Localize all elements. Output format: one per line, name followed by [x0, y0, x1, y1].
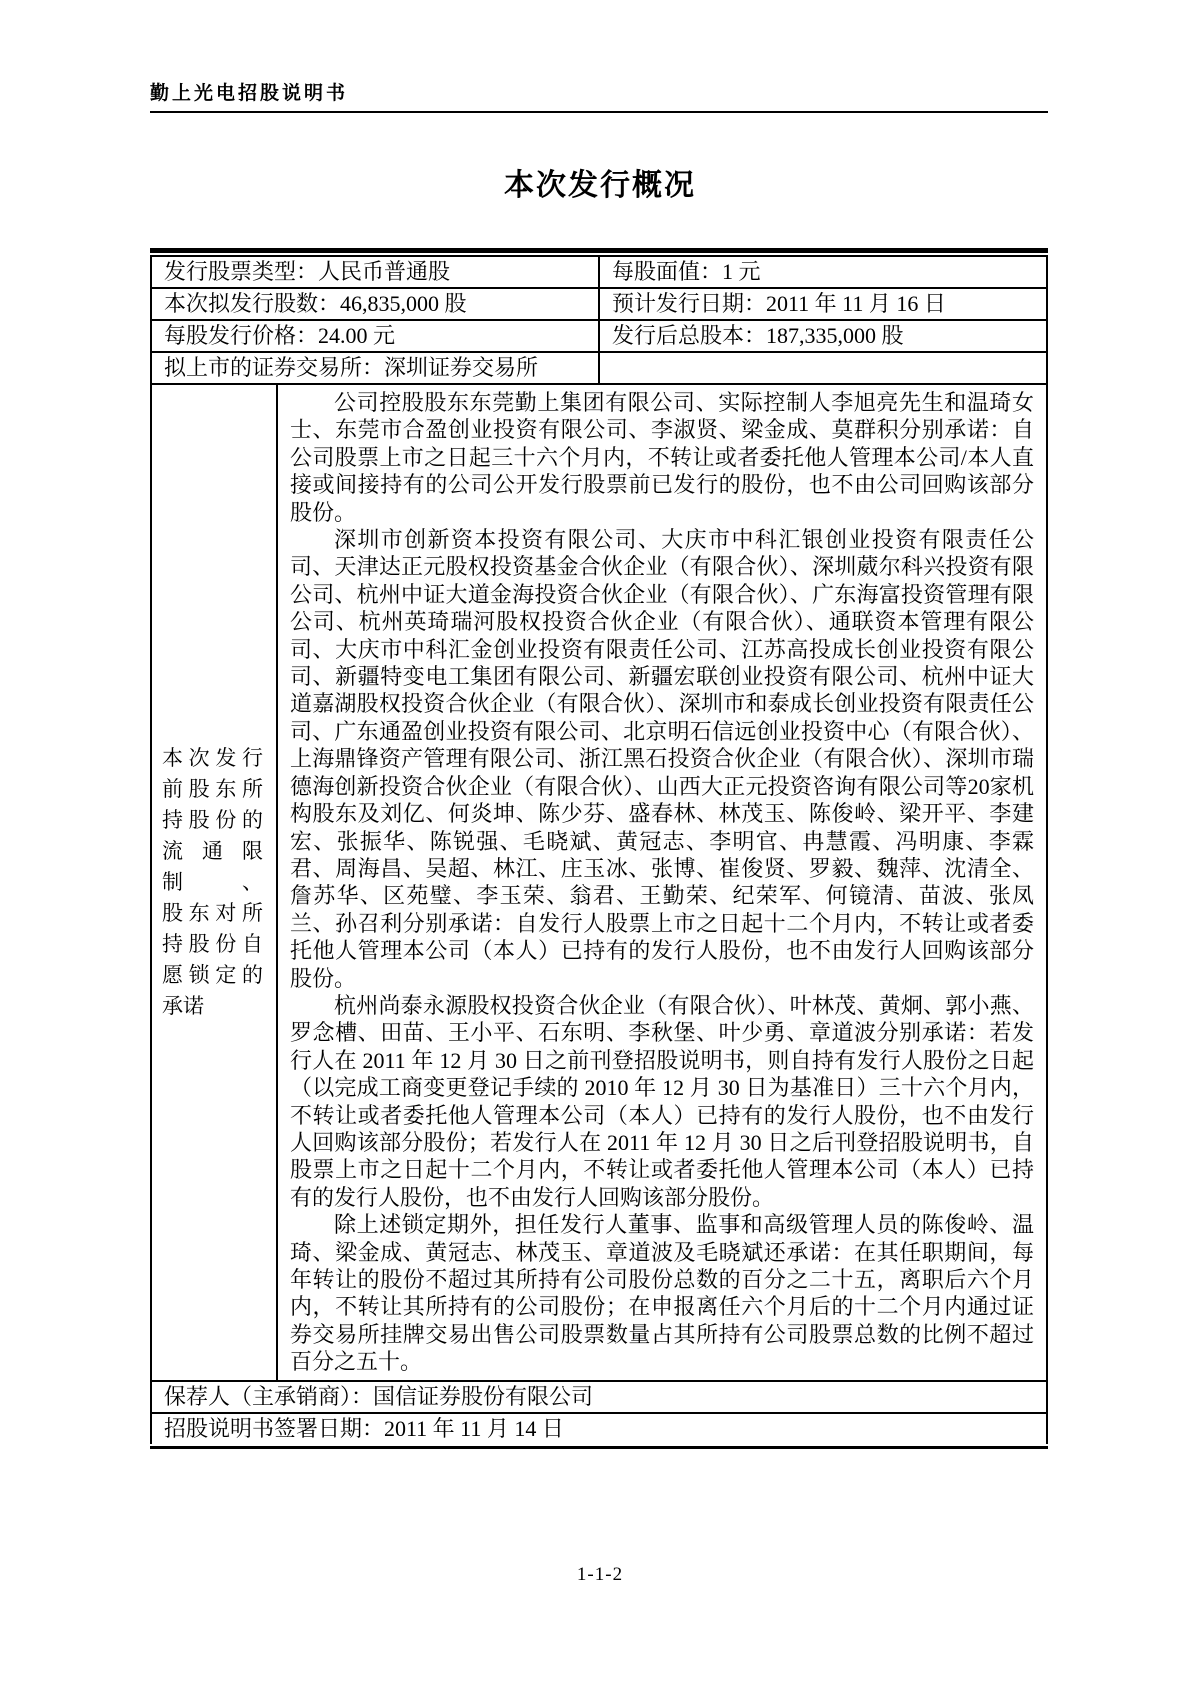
table-row-lockup [152, 385, 1046, 1382]
page-title: 本次发行概况 [504, 169, 696, 202]
table-row-sponsor: 保荐人（主承销商）：国信证券股份有限公司 [152, 1382, 1046, 1414]
table-bottom-thick-rule [150, 1446, 1048, 1449]
lockup-label-line: 愿锁定的 [162, 962, 263, 987]
cell-issue-price: 每股发行价格：24.00 元 [164, 323, 396, 348]
header-rule [150, 111, 1048, 113]
table-row-issue-price [152, 321, 1046, 353]
cell-exchange: 拟上市的证券交易所：深圳证券交易所 [164, 355, 539, 380]
cell-stock-type: 发行股票类型：人民币普通股 [164, 259, 451, 284]
lockup-label [152, 385, 278, 1380]
table-row-share-count [152, 289, 1046, 321]
lockup-label-line: 本次发行 [162, 745, 263, 770]
lockup-label-line: 持股份自 [162, 931, 263, 956]
lockup-label-line: 流通限制、 [162, 838, 263, 894]
page-number: 1-1-2 [576, 1564, 624, 1585]
lockup-commitments [278, 385, 1046, 1380]
table-row-stock-type [152, 257, 1046, 289]
cell-exchange-empty [598, 353, 1046, 383]
table-body [150, 255, 1048, 1444]
lockup-label-line: 股东对所 [162, 900, 263, 925]
lockup-label-line: 承诺 [162, 993, 204, 1018]
table-row-sign-date: 招股说明书签署日期：2011 年 11 月 14 日 [164, 1415, 564, 1441]
cell-total-capital: 发行后总股本：187,335,000 股 [598, 321, 1046, 351]
lockup-paragraph-controlling-shareholders: 公司控股股东东莞勤上集团有限公司、实际控制人李旭亮先生和温琦女士、东莞市合盈创业投资有限公司、李淑贤、梁金成、莫群积分别承诺：自公司股票上市之日起三十六个月内，不转让或者委托他人管理本公司/本人直接或间接持有的公司公开发行股票前已发行的股份，也不由公司回购该部分股份。 [290, 390, 1034, 525]
issue-overview-table [150, 248, 1048, 1449]
cell-share-count: 本次拟发行股数：46,835,000 股 [164, 291, 467, 316]
document-header: 勤上光电招股说明书 [150, 83, 349, 104]
cell-issue-date: 预计发行日期：2011 年 11 月 16 日 [598, 289, 1046, 319]
lockup-label-line: 持股份的 [162, 807, 263, 832]
table-row-exchange [152, 353, 1046, 385]
lockup-paragraph-institutional-shareholders: 深圳市创新资本投资有限公司、大庆市中科汇银创业投资有限责任公司、天津达正元股权投资基金合伙企业（有限合伙）、深圳葳尔科兴投资有限公司、杭州中证大道金海投资合伙企业（有限合伙）、广东海富投资管理有限公司、杭州英琦瑞河股权投资合伙企业（有限合伙）、通联资本管理有限公司、大庆市中科汇金创业投资有限责任公司、江苏高投成长创业投资有限公司、新疆特变电工集团有限公司、新疆宏联创业投资有限公司、杭州中证大道嘉湖股权投资合伙企业（有限合伙）、深圳市和泰成长创业投资有限责任公司、广东通盈创业投资有限公司、北京明石信远创业投资中心（有限合伙）、上海鼎锋资产管理有限公司、浙江黑石投资合伙企业（有限合伙）、深圳市瑞德海创新投资合伙企业（有限合伙）、山西大正元投资咨询有限公司等20家机构股东及刘亿、何炎坤、陈少芬、盛春林、林茂玉、陈俊岭、梁开平、李建宏、张振华、陈锐强、毛晓斌、黄冠志、李明官、冉慧霞、冯明康、李霖君、周海昌、吴超、林江、庄玉冰、张博、崔俊贤、罗毅、魏萍、沈清全、詹苏华、区苑璧、李玉荣、翁君、王勤荣、纪荣军、何镜清、苗波、张凤兰、孙召利分别承诺：自发行人股票上市之日起十二个月内，不转让或者委托他人管理本公司（本人）已持有的发行人股份，也不由发行人回购该部分股份。 [290, 527, 1034, 991]
lockup-label-line: 前股东所 [162, 776, 263, 801]
lockup-paragraph-directors: 除上述锁定期外，担任发行人董事、监事和高级管理人员的陈俊岭、温琦、梁金成、黄冠志、林茂玉、章道波及毛晓斌还承诺：在其任职期间，每年转让的股份不超过其所持有公司股份总数的百分之二十五，离职后六个月内，不转让其所持有的公司股份；在申报离任六个月后的十二个月内通过证券交易所挂牌交易出售公司股票数量占其所持有公司股票总数的比例不超过百分之五十。 [290, 1212, 1034, 1375]
lockup-paragraph-conditional-lockup: 杭州尚泰永源股权投资合伙企业（有限合伙）、叶林茂、黄炯、郭小燕、罗念槽、田苗、王小平、石东明、李秋堡、叶少勇、章道波分别承诺：若发行人在 2011 年 12 月 30 日之前刊登招股说明书，则自持有发行人股份之日起（以完成工商变更登记手续的 2010 年 12 月 30 日为基准日）三十六个月内，不转让或者委托他人管理本公司（本人）已持有的发行人股份，也不由发行人回购该部分股份；若发行人在 2011 年 12 月 30 日之后刊登招股说明书，自股票上市之日起十二个月内，不转让或者委托他人管理本公司（本人）已持有的发行人股份，也不由发行人回购该部分股份。 [290, 992, 1034, 1210]
cell-par-value: 每股面值：1 元 [598, 257, 1046, 287]
